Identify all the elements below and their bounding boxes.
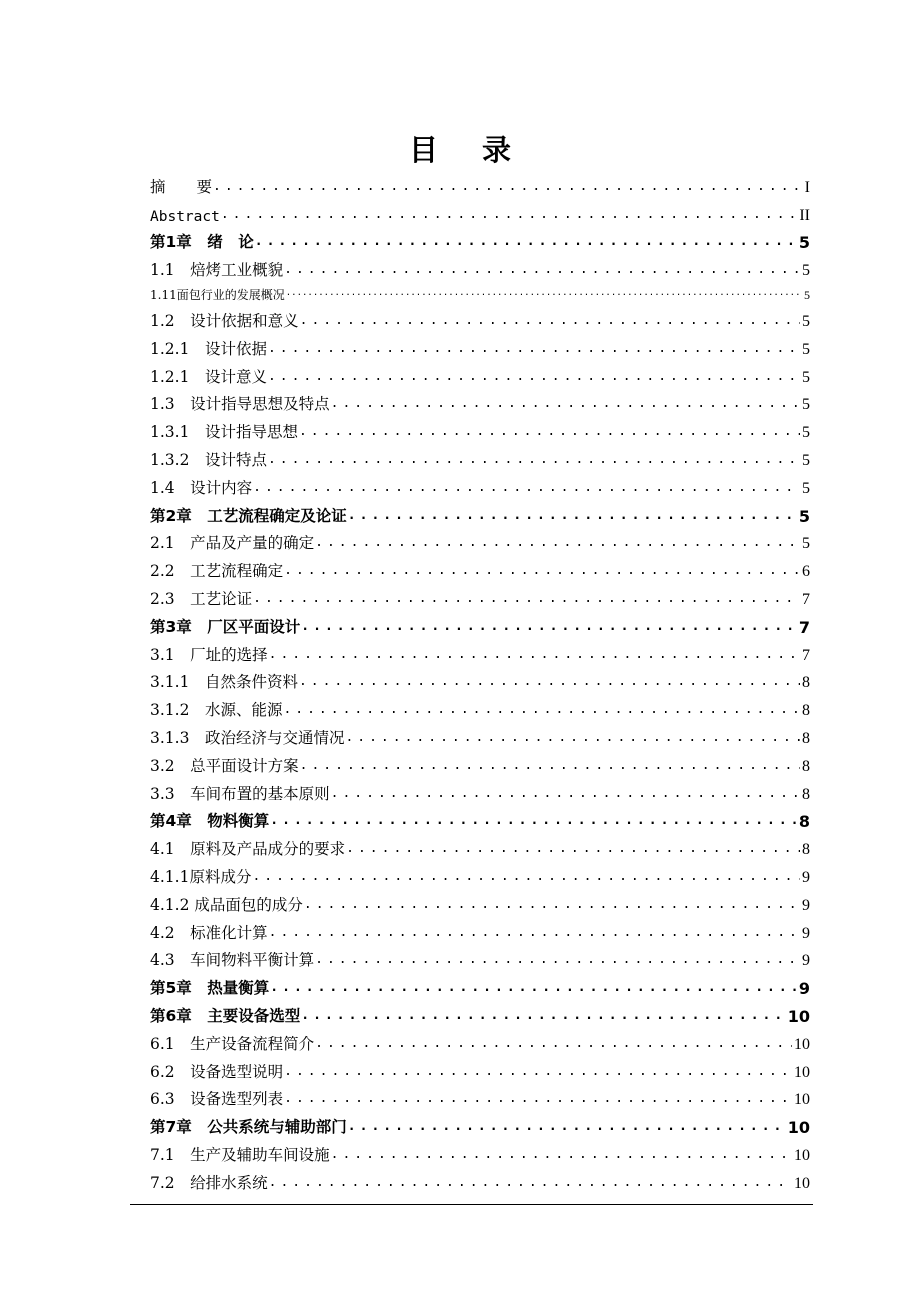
toc-leader-dots: [331, 784, 800, 804]
toc-entry[interactable]: [150, 331, 810, 359]
toc-leader-dots: [315, 533, 800, 553]
toc-entry-label: 4.2 标准化计算: [150, 923, 268, 942]
toc-entry[interactable]: [150, 1109, 810, 1137]
toc-entry-page: 5: [802, 312, 810, 330]
toc-entry-page: 10: [794, 1035, 810, 1053]
toc-entry-label: 第4章 物料衡算: [150, 812, 270, 831]
toc-entry[interactable]: [150, 359, 810, 387]
toc-entry[interactable]: [150, 665, 810, 693]
toc-entry-label: 2.2 工艺流程确定: [150, 562, 284, 581]
toc-entry[interactable]: [150, 1054, 810, 1082]
toc-entry[interactable]: [150, 169, 810, 197]
toc-entry[interactable]: [150, 387, 810, 415]
toc-leader-dots: [315, 1034, 792, 1054]
toc-leader-dots: [269, 923, 800, 943]
toc-entry-label: Abstract: [150, 208, 220, 225]
toc-leader-dots: [284, 1089, 792, 1109]
toc-entry-label: 摘 要: [150, 177, 213, 196]
toc-leader-dots: [301, 617, 797, 637]
toc-leader-dots: [270, 811, 797, 831]
toc-leader-dots: [213, 177, 803, 197]
toc-leader-dots: [331, 394, 800, 414]
toc-entry-page: II: [799, 206, 810, 224]
toc-entry-label: 6.2 设备选型说明: [150, 1062, 284, 1081]
toc-entry-page: 5: [798, 233, 810, 253]
toc-entry-page: 10: [794, 1091, 810, 1109]
toc-leader-dots: [269, 1173, 792, 1193]
toc-entry-page: 10: [794, 1063, 810, 1081]
toc-entry-label: 3.1.3 政治经济与交通情况: [150, 728, 345, 747]
toc-entry-page: 6: [802, 563, 810, 581]
toc-leader-dots: [252, 867, 800, 887]
toc-entry-label: 2.3 工艺论证: [150, 589, 253, 608]
toc-entry-label: 1.4 设计内容: [150, 478, 253, 497]
toc-leader-dots: [286, 283, 802, 303]
toc-leader-dots: [304, 895, 800, 915]
toc-entry-page: 5: [802, 479, 810, 497]
toc-entry[interactable]: [150, 943, 810, 971]
toc-entry-page: 7: [798, 617, 810, 637]
toc-entry-label: 6.3 设备选型列表: [150, 1090, 284, 1109]
toc-leader-dots: [331, 1145, 792, 1165]
toc-entry[interactable]: [150, 442, 810, 470]
toc-entry-label: 1.1 焙烤工业概貌: [150, 261, 284, 280]
toc-entry-page: 8: [802, 757, 810, 775]
toc-entry[interactable]: [150, 553, 810, 581]
toc-entry-page: 10: [787, 1118, 810, 1138]
toc-leader-dots: [348, 506, 797, 526]
toc-entry-label: 4.1.2 成品面包的成分: [150, 895, 303, 914]
toc-entry-page: 9: [802, 952, 810, 970]
toc-leader-dots: [253, 589, 800, 609]
toc-leader-dots: [348, 1117, 786, 1137]
footer-rule: [130, 1204, 813, 1205]
toc-entry-label: 4.3 车间物料平衡计算: [150, 951, 315, 970]
toc-entry[interactable]: [150, 197, 810, 225]
toc-entry[interactable]: [150, 637, 810, 665]
toc-entry[interactable]: [150, 776, 810, 804]
toc-leader-dots: [300, 756, 800, 776]
toc-leader-dots: [299, 422, 800, 442]
toc-entry-page: 7: [802, 590, 810, 608]
toc-entry[interactable]: [150, 498, 810, 526]
toc-entry-page: 5: [802, 368, 810, 386]
toc-entry-page: 8: [798, 812, 810, 832]
toc-leader-dots: [268, 367, 800, 387]
toc-entry[interactable]: [150, 1165, 810, 1193]
toc-entry-label: 第6章 主要设备选型: [150, 1006, 301, 1025]
toc-entry-label: 第5章 热量衡算: [150, 979, 270, 998]
toc-entry-label: 1.3.1 设计指导思想: [150, 423, 298, 442]
toc-entry-page: I: [804, 178, 810, 196]
toc-entry[interactable]: [150, 720, 810, 748]
toc-entry[interactable]: [150, 1137, 810, 1165]
toc-entry-page: 5: [802, 424, 810, 442]
toc-entry-page: 8: [802, 785, 810, 803]
toc-entry[interactable]: [150, 252, 810, 280]
toc-entry-page: 8: [802, 702, 810, 720]
toc-entry-page: 10: [787, 1006, 810, 1026]
toc-entry-label: 3.2 总平面设计方案: [150, 756, 299, 775]
toc-leader-dots: [345, 728, 800, 748]
toc-entry-page: 5: [802, 340, 810, 358]
toc-entry[interactable]: [150, 280, 810, 303]
toc-entry-label: 3.3 车间布置的基本原则: [150, 784, 330, 803]
toc-leader-dots: [221, 205, 798, 225]
toc-entry-page: 9: [798, 979, 810, 999]
toc-leader-dots: [299, 672, 800, 692]
toc-entry-label: 7.2 给排水系统: [150, 1173, 268, 1192]
toc-entry-page: 9: [802, 896, 810, 914]
toc-entry[interactable]: [150, 225, 810, 253]
title-char-2: 录: [482, 133, 512, 167]
toc-entry-page: 5: [802, 396, 810, 414]
toc-leader-dots: [253, 478, 800, 498]
toc-leader-dots: [301, 1006, 785, 1026]
toc-entry-label: 第3章 厂区平面设计: [150, 617, 301, 636]
toc-entry[interactable]: [150, 859, 810, 887]
toc-entry[interactable]: [150, 887, 810, 915]
toc-entry[interactable]: [150, 692, 810, 720]
toc-leader-dots: [270, 978, 797, 998]
toc-entry-page: 5: [802, 535, 810, 553]
toc-entry-label: 1.2.1 设计依据: [150, 339, 267, 358]
toc-entry-label: 3.1.1 自然条件资料: [150, 673, 298, 692]
toc-entry[interactable]: [150, 414, 810, 442]
toc-leader-dots: [269, 645, 800, 665]
toc-leader-dots: [315, 950, 800, 970]
toc-entry[interactable]: [150, 526, 810, 554]
toc-entry-label: 第7章 公共系统与辅助部门: [150, 1118, 347, 1137]
toc-entry-label: 1.2.1 设计意义: [150, 367, 267, 386]
toc-entry[interactable]: [150, 915, 810, 943]
toc-entry[interactable]: [150, 1082, 810, 1110]
toc-leader-dots: [283, 700, 800, 720]
toc-entry-label: 1.11面包行业的发展概况: [150, 288, 285, 303]
page-title: [0, 128, 920, 169]
toc-entry[interactable]: [150, 581, 810, 609]
toc-leader-dots: [268, 339, 800, 359]
toc-entry-page: 10: [794, 1174, 810, 1192]
toc-entry-page: 5: [802, 451, 810, 469]
toc-entry[interactable]: [150, 609, 810, 637]
toc-entry-label: 1.2 设计依据和意义: [150, 311, 299, 330]
toc-entry[interactable]: [150, 748, 810, 776]
toc-leader-dots: [284, 561, 800, 581]
toc-entry-label: 第1章 绪 论: [150, 233, 254, 252]
toc-entry-label: 7.1 生产及辅助车间设施: [150, 1145, 330, 1164]
toc-entry-label: 1.3.2 设计特点: [150, 450, 267, 469]
toc-entry[interactable]: [150, 970, 810, 998]
toc-entry-label: 4.1.1原料成分: [150, 867, 252, 886]
table-of-contents: [150, 169, 810, 1193]
toc-entry-label: 3.1.2 水源、能源: [150, 701, 283, 720]
toc-entry-page: 9: [802, 924, 810, 942]
toc-entry[interactable]: [150, 998, 810, 1026]
toc-leader-dots: [268, 450, 800, 470]
toc-entry-page: 5: [798, 506, 810, 526]
toc-entry-label: 2.1 产品及产量的确定: [150, 534, 315, 553]
toc-entry[interactable]: [150, 303, 810, 331]
toc-entry[interactable]: [150, 1026, 810, 1054]
toc-leader-dots: [284, 1062, 792, 1082]
toc-entry-label: 1.3 设计指导思想及特点: [150, 395, 330, 414]
toc-entry-page: 8: [802, 674, 810, 692]
toc-entry-label: 3.1 厂址的选择: [150, 645, 268, 664]
title-char-1: 目: [408, 133, 438, 167]
toc-entry-label: 6.1 生产设备流程简介: [150, 1034, 315, 1053]
toc-entry-label: 第2章 工艺流程确定及论证: [150, 506, 347, 525]
toc-entry-page: 5: [804, 288, 810, 303]
toc-leader-dots: [255, 232, 797, 252]
toc-leader-dots: [300, 311, 800, 331]
toc-leader-dots: [284, 260, 800, 280]
toc-entry-page: 10: [794, 1146, 810, 1164]
toc-entry[interactable]: [150, 470, 810, 498]
toc-entry-page: 8: [802, 729, 810, 747]
toc-leader-dots: [346, 839, 800, 859]
toc-entry[interactable]: [150, 831, 810, 859]
toc-entry-page: 7: [802, 646, 810, 664]
toc-entry-page: 9: [802, 868, 810, 886]
toc-entry[interactable]: [150, 804, 810, 832]
toc-entry-label: 4.1 原料及产品成分的要求: [150, 840, 346, 859]
toc-entry-page: 8: [802, 841, 810, 859]
toc-entry-page: 5: [802, 262, 810, 280]
